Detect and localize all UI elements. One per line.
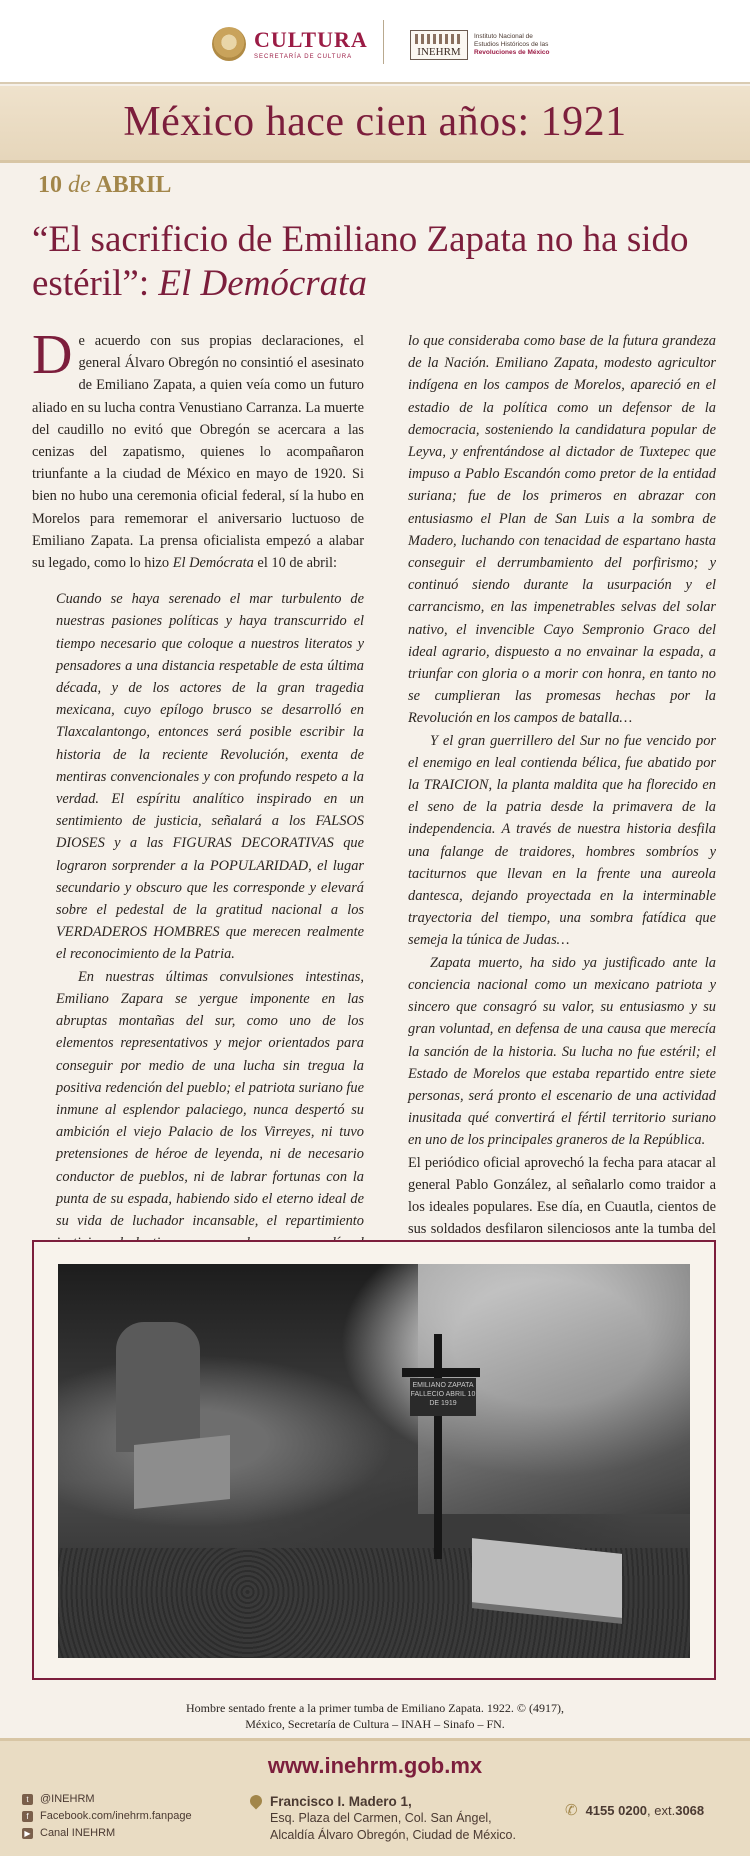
phone-number: 4155 0200 [585, 1802, 648, 1818]
top-header [0, 0, 750, 84]
date-month: ABRIL [95, 172, 172, 198]
date-label [38, 172, 171, 199]
phone-ext-label: , ext. [647, 1802, 676, 1818]
intro-paragraph [32, 324, 364, 574]
caption-line2: México, Secretaría de Cultura – INAH – Sinafo – FN. [245, 1717, 505, 1731]
quote-paragraph-2-continued: lo que consideraba como base de la futura grandeza de la Nación. Emiliano Zapata, modesto agricultor indígena en los campos de Morelos, apareció en el estadio de la política como un defensor de la democracia, sosteniendo la candidatura popular de Leyva, y enfrentándose al dictador de Tuxtepec que impuso a Pablo Escandón como pretor de la entidad suriana; fue de los primeros en abrazar con entusiasmo el Plan de San Luis a la sombra de Madero, luchando con tenacidad de espartano hasta conseguir el derrumbamiento del porfirismo; y continuó siendo durante la usurpación y el carrancismo, en las impenetrables selvas del solar nativo, el invencible Cayo Sempronio Graco del ideal agrario, dispuesto a no envainar la espada, a triunfar con gloria o a morir con honra, en tanto no se cumplieran las promesas hechas por la Revolución en los campos de batalla… [408, 333, 716, 727]
photo-caption [0, 1700, 750, 1732]
page-title: México hace cien años: 1921 [123, 99, 627, 145]
cultura-wordmark: CULTURA [254, 26, 368, 52]
twitter-label: @INEHRM [40, 1793, 95, 1805]
quote-paragraph-3: Y el gran guerrillero del Sur no fue vencido por el enemigo en leal contienda bélica, fue abatido por la TRAICION, la planta maldita que ha florecido en el seno de la patria desde la primavera de la independencia. A través de nuestra historia desfila una falange de traidores, hombres sombríos y taciturnos que llevan en la frente una aureola dantesca, dejando proyectada en la interminable trayectoria del tiempo, una sombra fatídica que semeja la túnica de Judas… [408, 732, 716, 949]
blockquote [56, 588, 364, 1276]
youtube-label: Canal INEHRM [40, 1827, 116, 1839]
address-line3: Alcaldía Álvaro Obregón, Ciudad de México. [270, 1828, 516, 1842]
headline-italic: El Demócrata [158, 263, 367, 304]
facebook-link[interactable] [22, 1808, 192, 1825]
website-link[interactable]: www.inehrm.gob.mx [267, 1753, 483, 1778]
inehrm-line3: Revoluciones de México [474, 49, 550, 56]
inehrm-line2: Estudios Históricos de las [474, 41, 549, 48]
youtube-link[interactable] [22, 1825, 192, 1842]
cultura-subtitle: SECRETARÍA DE CULTURA [254, 53, 353, 60]
grave-sign: EMILIANO ZAPATA FALLECIO ABRIL 10 DE 1919 [410, 1378, 476, 1416]
historical-photo[interactable] [58, 1264, 690, 1658]
article-column-left [32, 324, 364, 1277]
facebook-icon: f [22, 1811, 33, 1822]
address [270, 1793, 516, 1844]
facebook-label: Facebook.com/inehrm.fanpage [40, 1810, 192, 1822]
social-links [22, 1791, 192, 1842]
youtube-icon: ▶ [22, 1828, 33, 1839]
cultura-logo[interactable] [212, 24, 368, 64]
quote-paragraph-2: En nuestras últimas convulsiones intestinas, Emiliano Zapara se yergue imponente en las abruptas montañas del sur, como uno de los elementos representativos y mejor orientados para conseguir por medio de una lucha sin tregua la positiva redención del pueblo; el patriota suriano fue inmune al esplendor palaciego, nunca despertó su ambición el viejo Palacio de los Virreyes, ni tuvo pretensiones de héroe de leyenda, ni de necesario conductor de pueblos, ni de labrar fortunas con la punta de su espada, habiendo sido el eterno ideal de su vida de luchador incansable, el repartimiento [56, 968, 364, 1229]
logo-divider [383, 20, 384, 64]
caption-line1: Hombre sentado frente a la primer tumba de Emiliano Zapata. 1922. © (4917), [186, 1701, 564, 1715]
intro-text: e acuerdo con sus propias declaraciones, el general Álvaro Obregón no consintió el asesinato de Emiliano Zapata, a quien veía como un futuro aliado en su lucha contra Venustiano Carranza. La muerte del caudillo no evitó que Obregón se acercara a las cenizas del zapatismo, quienes lo acompañaron triunfante a la ciudad de México en mayo de 1920. Si bien no hubo una ceremonia oficial federal, sí la hubo en Morelos para rememorar el aniversario luctuoso de Emiliano Zapata. La prensa oficialista empezó a alabar su legado, como lo hizo [32, 333, 364, 572]
twitter-icon: t [22, 1794, 33, 1805]
article-column-right [408, 330, 716, 1263]
quote-paragraph-4: Zapata muerto, ha sido ya justificado ante la conciencia nacional como un mexicano patriota y sincero que consagró su valor, su entusiasmo y su gran voluntad, en defensa de una causa que merecía la sanción de la historia. Su lucha no fue estéril; el Estado de Morelos que estaba repartido entre siete personas, será pronto el escenario de una actividad inusitada qué convertirá el fértil territorio suriano en uno de los principales graneros de la República. [408, 954, 716, 1149]
cross-bar [402, 1368, 480, 1377]
date-de: de [68, 172, 91, 198]
mexico-emblem-icon [212, 27, 246, 61]
photo-frame [32, 1240, 716, 1680]
phone-contact[interactable] [565, 1801, 704, 1819]
phone-icon: ✆ [565, 1802, 578, 1819]
quote-paragraph-1: Cuando se haya serenado el mar turbulento de nuestras pasiones políticas y haya transcurrido el tiempo necesario que coloque a nuestros literatos y pensadores a una distancia respetable de esta última década, y de los actores de la gran tragedia mexicana, cuyo epílogo brusco se desarrolló en Tlaxcalantongo, entonces será posible escribir la historia de la reciente Revolución, exenta de mentiras convencionales y con profundo respeto a la verdad. El espíritu analítico inspirado en un sentimiento de justicia, señalará a los FALSOS DIOSES y a las FIGURAS DECORATIVAS que lograron sorprender a la POPULARIDAD, el lugar secundario y obscuro que les corresponde y elevará sobre el pedestal de la gratitud nacional a los VERDADEROS HOMBRES que merecen realmente el reconocimiento de la Patria. [56, 591, 364, 963]
address-line2: Esq. Plaza del Carmen, Col. San Ángel, [270, 1811, 492, 1825]
footer [0, 1738, 750, 1856]
photo-slab-left [134, 1435, 230, 1509]
headline-main: “El sacrificio de Emiliano Zapata no ha sido estéril”: [32, 219, 689, 304]
location-pin-icon [248, 1793, 265, 1810]
closing-paragraph: El periódico oficial aprovechó la fecha para atacar al general Pablo González, al señalarlo como traidor a los ideales populares. Ese día, en Cuautla, cientos de sus soldados desfilaron silenciosos ante la tumba del [408, 1154, 716, 1238]
inehrm-abbr: INEHRM [417, 46, 461, 58]
inehrm-line1: Instituto Nacional de [474, 33, 533, 40]
intro-end: el 10 de abril: [253, 555, 337, 572]
drop-cap: D [32, 324, 73, 386]
title-banner [0, 86, 750, 163]
date-day: 10 [38, 172, 62, 198]
twitter-link[interactable] [22, 1791, 192, 1808]
intro-italic: El Demócrata [172, 555, 254, 572]
inehrm-building-icon [410, 30, 468, 60]
article-headline [32, 218, 712, 306]
address-line1: Francisco I. Madero 1, [270, 1794, 412, 1809]
inehrm-logo[interactable] [410, 30, 550, 60]
photo-tomb [116, 1322, 200, 1452]
phone-ext: 3068 [675, 1802, 705, 1818]
